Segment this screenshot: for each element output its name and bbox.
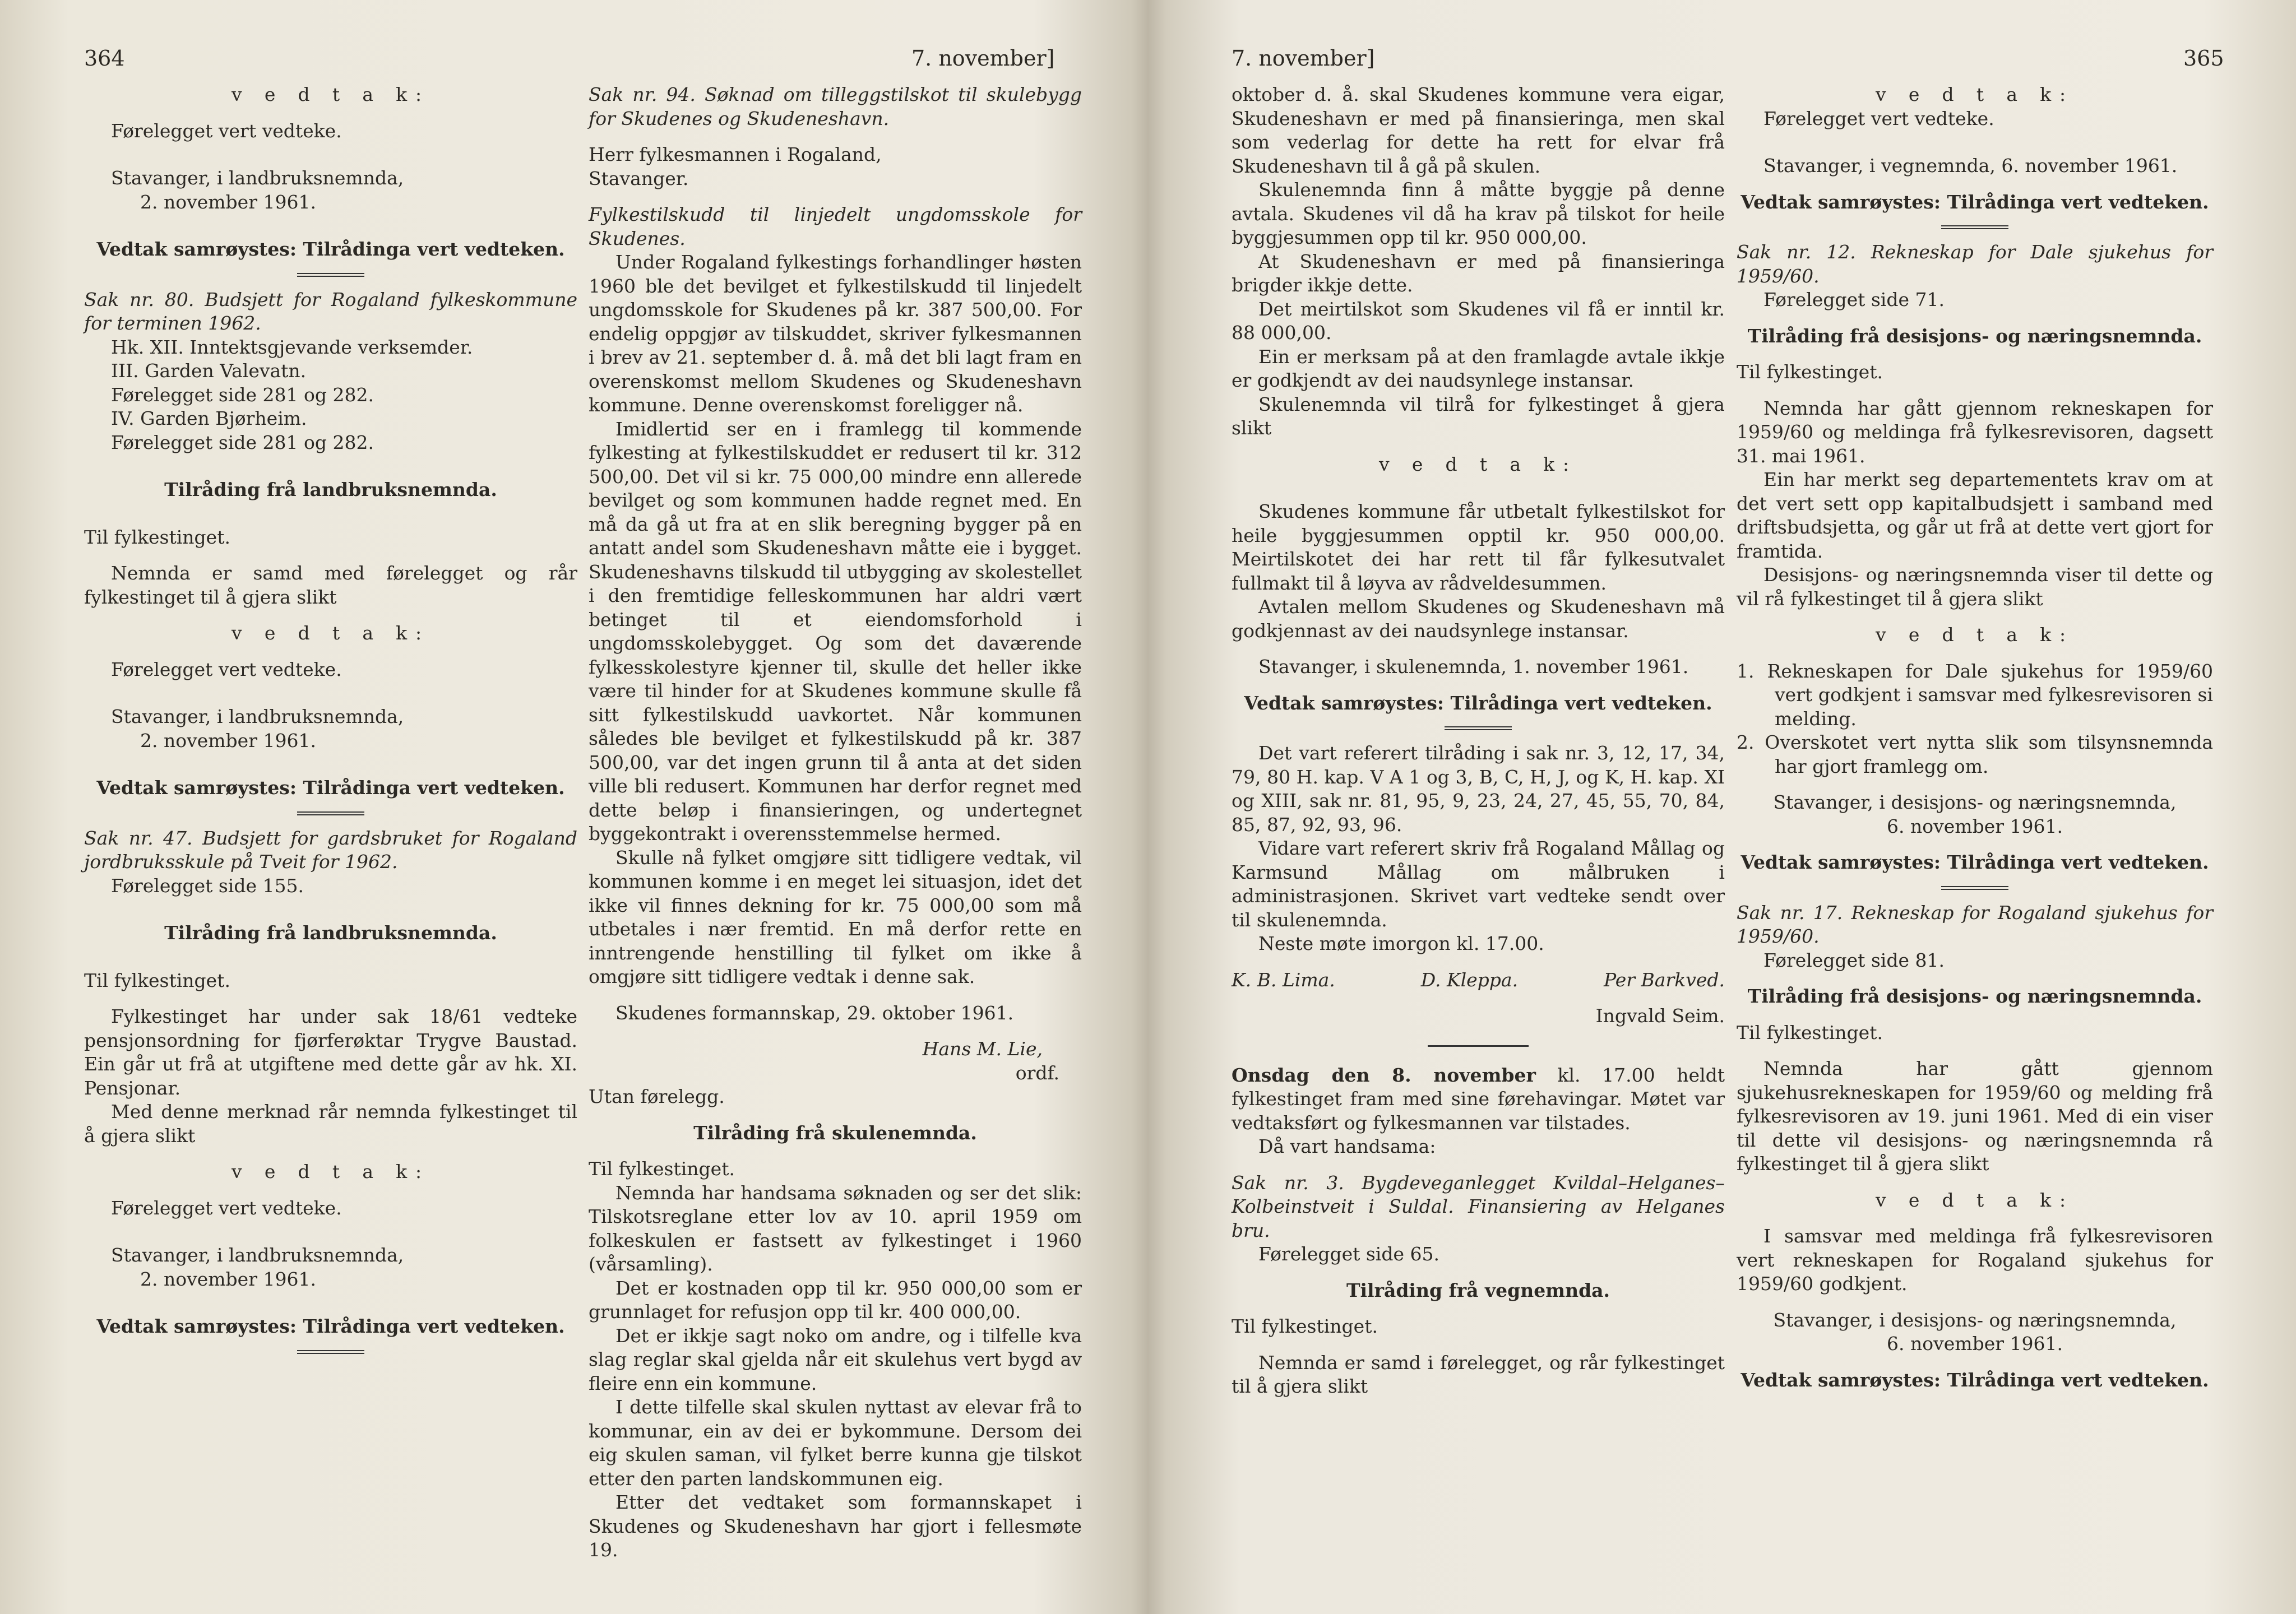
place-line: Stavanger, i skulenemnda, 1. november 1961.: [1258, 656, 1689, 678]
paragraph: Førelegget side 81.: [1763, 949, 1945, 971]
vedtak-heading: v e d t a k:: [1876, 624, 2074, 646]
addressee: Til fylkestinget.: [84, 526, 230, 548]
letter-address: Herr fylkesmannen i Rogaland,: [589, 143, 882, 165]
committee-heading: Tilråding frå desisjons- og næringsnemnda.: [1747, 324, 2202, 347]
paragraph: Skudenes kommune får utbetalt fylkestilskot for heile byggjesummen opptil kr. 950 000,00. Meirtilskotet dei har rett til får fylkesutvalet fullmakt til å løyva av rådveldesummen.: [1232, 500, 1725, 594]
place-line: Stavanger, i landbruksnemnda,: [111, 167, 404, 189]
paragraph: Ein har merkt seg departementets krav om at det vert sett opp kapitalbudsjett i samband med driftsbudsjetta, og går ut frå at dette vert gjort for framtida.: [1737, 469, 2213, 562]
paragraph: Nemnda er samd i førelegget, og rår fylkestinget til å gjera slikt: [1232, 1351, 1725, 1397]
case-title: Sak nr. 3. Bygdeveganlegget Kvildal–Helganes–Kolbeinstveit i Suldal. Finansiering av Helganes bru.: [1232, 1171, 1725, 1241]
vedtak-heading: v e d t a k:: [1379, 453, 1577, 475]
paragraph: Utan førelegg.: [589, 1086, 725, 1107]
paragraph: Etter det vedtaket som formannskapet i Skudenes og Skudeneshavn har gjort i fellesmøte 19.: [589, 1491, 1082, 1561]
paragraph: Skulenemnda finn å måtte byggje på denne avtala. Skudenes vil då ha krav på tilskot for heile byggjesummen opp til kr. 950 000,00.: [1232, 179, 1725, 248]
signature: Ingvald Seim.: [1595, 1005, 1725, 1027]
paragraph: Det er ikkje sagt noko om andre, og i tilfelle kva slag reglar skal gjelda når eit skulehus vert bygd av fleire enn ein kommune.: [589, 1324, 1082, 1394]
committee-heading: Tilråding frå desisjons- og næringsnemnda.: [1747, 985, 2202, 1007]
paragraph: Førelegget side 155.: [111, 874, 304, 897]
vedtak-result: Vedtak samrøystes: Tilrådinga vert vedteken.: [1244, 692, 1712, 714]
date-line: 6. november 1961.: [1887, 1333, 2063, 1355]
running-head-left: 7. november]: [911, 46, 1055, 71]
place-line: Stavanger, i landbruksnemnda,: [111, 1244, 404, 1266]
paragraph: Førelegget side 281 og 282.: [111, 383, 374, 406]
column-3: [1232, 83, 1725, 1399]
signature: Hans M. Lie,: [922, 1038, 1043, 1060]
paragraph: Fylkestinget har under sak 18/61 vedteke pensjonsordning for fjørferøktar Trygve Baustad. Ein går ut frå at utgiftene med dette går av hk. XI. Pensjonar.: [84, 1005, 577, 1099]
addressee: Til fylkestinget.: [1232, 1315, 1378, 1337]
letter-address: Stavanger.: [589, 167, 689, 189]
vedtak-result: Vedtak samrøystes: Tilrådinga vert vedteken.: [96, 1315, 565, 1337]
paragraph: Skulle nå fylket omgjøre sitt tidligere vedtak, vil kommunen komme i en meget lei situasjon, idet det ikke vil finnes dekning for kr. 75 000,00 som må utbetales i nær fremtid. En må derfor rette en inntrengende henstilling til fylket om ikke å omgjøre sitt tidligere vedtak i denne sak.: [589, 846, 1082, 987]
paragraph: Med denne merknad rår nemnda fylkestinget til å gjera slikt: [84, 1101, 577, 1147]
paragraph: Nemnda har gått gjennom sjukehusrekneskapen for 1959/60 og melding frå fylkesrevisoren av 19. juni 1961. Med di ein viser til dette vil desisjons- og næringsnemnda rå fylkestinget til å gjera slikt: [1737, 1058, 2213, 1175]
paragraph: Førelegget side 281 og 282.: [111, 431, 374, 453]
section-rule: [1445, 726, 1512, 730]
column-4: [1737, 83, 2213, 1392]
paragraph: Hk. XII. Inntektsgjevande verksemder.: [111, 336, 473, 358]
meeting-date: Onsdag den 8. november: [1232, 1064, 1536, 1086]
paragraph: Det er kostnaden opp til kr. 950 000,00 som er grunnlaget for refusjon opp til kr. 400 000,00.: [589, 1277, 1082, 1323]
vedtak-result: Vedtak samrøystes: Tilrådinga vert vedteken.: [1740, 851, 2209, 873]
paragraph: Skulenemnda vil tilrå for fylkestinget å gjera slikt: [1232, 393, 1725, 439]
committee-heading: Tilråding frå vegnemnda.: [1346, 1279, 1610, 1301]
date-line: 2. november 1961.: [140, 1268, 316, 1290]
vedtak-heading: v e d t a k:: [232, 84, 430, 105]
signature: D. Kleppa.: [1420, 968, 1519, 991]
paragraph: At Skudeneshavn er med på finansieringa brigder ikkje dette.: [1232, 250, 1725, 296]
addressee: Til fylkestinget.: [1737, 361, 1883, 383]
committee-heading: Tilråding frå landbruksnemnda.: [164, 922, 497, 944]
signature: Per Barkved.: [1604, 968, 1725, 991]
section-rule: [297, 811, 364, 815]
paragraph: Under Rogaland fylkestings forhandlinger høsten 1960 ble det bevilget et fylkestilskudd til linjedelt ungdomsskole for Skudenes på kr. 387 500,00. For endelig oppgjør av tilskuddet, skriver fylkesmannen i brev av 21. september d. å. må det bli lagt fram en overenskomst mellom Skudenes og Skudeneshavn kommune. Denne overenskomst foreligger nå.: [589, 251, 1082, 416]
case-title: Sak nr. 17. Rekneskap for Rogaland sjukehus for 1959/60.: [1737, 901, 2213, 947]
signature-title: ordf.: [1015, 1061, 1059, 1084]
paragraph: Førelegget vert vedteke.: [1763, 107, 1994, 129]
signatures: [1232, 968, 1725, 992]
case-title: Sak nr. 80. Budsjett for Rogaland fylkeskommune for terminen 1962.: [84, 288, 577, 334]
paragraph: Imidlertid ser en i framlegg til kommende fylkesting at fylkestilskuddet er redusert til kr. 312 500,00. Det vil si kr. 75 000,00 mindre enn allerede bevilget og som kommunen hadde regnet med. En må da gå ut fra at en slik beregning bygger på en antatt andel som Skudeneshavn måtte eie i bygget. Skudeneshavns tilskudd til utbygging av skolestellet i den fremtidige felleskommunen har aldri vært betinget til et eiendomsforhold i ungdomsskolebygget. Og som det daværende fylkesskolestyre kjenner til, skulle det heller ikke være til hinder for at Skudenes kommune skulle få sitt fylkestilskudd uavkortet. Når kommunen således ble bevilget et fylkestilskudd på kr. 387 500,00, var det ingen grunn til å anta at det siden ville bli redusert. Kommunen har derfor regnet med dette beløp i finansieringen, og undertegnet byggekontrakt i overensstemmelse hermed.: [589, 418, 1082, 845]
vedtak-result: Vedtak samrøystes: Tilrådinga vert vedteken.: [1740, 1369, 2209, 1391]
paragraph: IV. Garden Bjørheim.: [111, 407, 307, 429]
vedtak-result: Vedtak samrøystes: Tilrådinga vert vedteken.: [96, 238, 565, 260]
column-1: [84, 83, 577, 1365]
paragraph: Det vart referert tilråding i sak nr. 3, 12, 17, 34, 79, 80 H. kap. V A 1 og 3, B, C, H, J, og K, H. kap. XI og XIII, sak nr. 81, 95, 9, 23, 24, 27, 45, 55, 70, 84, 85, 87, 92, 93, 96.: [1232, 742, 1725, 836]
vedtak-heading: v e d t a k:: [232, 622, 430, 644]
page-number-left: 364: [84, 46, 125, 71]
date-line: 2. november 1961.: [140, 729, 316, 752]
committee-heading: Tilråding frå skulenemnda.: [693, 1121, 977, 1144]
date-line: 6. november 1961.: [1887, 815, 2063, 837]
paragraph: Førelegget vert vedteke.: [111, 1196, 342, 1219]
paragraph: I samsvar med meldinga frå fylkesrevisoren vert rekneskapen for Rogaland sjukehus for 1959/60 godkjent.: [1737, 1225, 2213, 1295]
vedtak-heading: v e d t a k:: [1876, 1189, 2074, 1211]
paragraph: Ein er merksam på at den framlagde avtale ikkje er godkjendt av dei naudsynlege instansar.: [1232, 345, 1725, 391]
section-rule: [297, 1350, 364, 1354]
case-title: Sak nr. 47. Budsjett for gardsbruket for Rogaland jordbruksskule på Tveit for 1962.: [84, 827, 577, 873]
paragraph: Nemnda har handsama søknaden og ser det slik: Tilskotsreglane etter lov av 10. april 1959 om folkeskulen er fastsett av fylkestinget i 1960 (vårsamling).: [589, 1181, 1082, 1275]
vedtak-result: Vedtak samrøystes: Tilrådinga vert vedteken.: [1740, 191, 2209, 213]
place-line: Stavanger, i landbruksnemnda,: [111, 706, 404, 727]
vedtak-result: Vedtak samrøystes: Tilrådinga vert vedteken.: [96, 777, 565, 799]
paragraph: Nemnda er samd med førelegget og rår fylkestinget til å gjera slikt: [84, 562, 577, 608]
paragraph: Avtalen mellom Skudenes og Skudeneshavn må godkjennast av dei naudsynlege instansar.: [1232, 596, 1725, 642]
case-title: Sak nr. 94. Søknad om tilleggstilskot til skulebygg for Skudenes og Skudeneshavn.: [589, 84, 1082, 129]
section-rule: [1941, 886, 2008, 890]
paragraph: Då vart handsama:: [1258, 1135, 1436, 1157]
paragraph: Neste møte imorgon kl. 17.00.: [1258, 933, 1544, 954]
column-2: [589, 83, 1082, 1562]
place-line: Stavanger, i desisjons- og næringsnemnda,: [1773, 791, 2177, 813]
paragraph: Førelegget side 65.: [1258, 1243, 1439, 1265]
addressee: Til fylkestinget.: [589, 1158, 735, 1180]
paragraph: Nemnda har gått gjennom rekneskapen for 1959/60 og meldinga frå fylkesrevisoren, dagsett 31. mai 1961.: [1737, 397, 2213, 467]
paragraph: Førelegget vert vedteke.: [111, 658, 342, 680]
addressee: Til fylkestinget.: [84, 969, 230, 991]
section-rule: [1428, 1045, 1529, 1047]
paragraph: Det meirtilskot som Skudenes vil få er inntil kr. 88 000,00.: [1232, 298, 1725, 344]
list-item: 1. Rekneskapen for Dale sjukehus for 1959/60 vert godkjent i samsvar med fylkesrevisoren si melding.: [1737, 660, 2213, 730]
paragraph: Førelegget vert vedteke.: [111, 119, 342, 142]
vedtak-heading: v e d t a k:: [232, 1161, 430, 1182]
paragraph: III. Garden Valevatn.: [111, 360, 307, 382]
paragraph: I dette tilfelle skal skulen nyttast av elevar frå to kommunar, ein av dei er bykommune. Dersom dei eig skulen saman, vil fylket berre kunna gje tilskot etter den parten landskommunen eig.: [589, 1396, 1082, 1490]
paragraph: Førelegget side 71.: [1763, 289, 1945, 310]
committee-heading: Tilråding frå landbruksnemnda.: [164, 479, 497, 500]
case-title: Sak nr. 12. Rekneskap for Dale sjukehus for 1959/60.: [1737, 241, 2213, 287]
addressee: Til fylkestinget.: [1737, 1021, 1883, 1043]
section-rule: [297, 273, 364, 277]
meeting-text: kl. 17.00 heldt fylkestinget fram med sine førehavingar. Møtet var vedtaksført og fylkesmannen var tilstades.: [1232, 1064, 1725, 1134]
paragraph: Desisjons- og næringsnemnda viser til dette og vil rå fylkestinget til å gjera slikt: [1737, 564, 2213, 610]
place-line: Skudenes formannskap, 29. oktober 1961.: [615, 1001, 1014, 1024]
paragraph: Vidare vart referert skriv frå Rogaland Mållag og Karmsund Mållag om målbruken i administrasjonen. Skrivet vart vedteke sendt over til skulenemnda.: [1232, 837, 1725, 931]
signature: K. B. Lima.: [1232, 968, 1335, 991]
list-item: 2. Overskotet vert nytta slik som tilsynsnemnda har gjort framlegg om.: [1737, 731, 2213, 777]
place-line: Stavanger, i vegnemnda, 6. november 1961.: [1763, 155, 2178, 177]
page-number-right: 365: [2183, 46, 2224, 71]
place-line: Stavanger, i desisjons- og næringsnemnda,: [1773, 1309, 2177, 1331]
running-head-right: 7. november]: [1232, 46, 1375, 71]
section-rule: [1941, 225, 2008, 229]
letter-subject: Fylkestilskudd til linjedelt ungdomsskole for Skudenes.: [589, 203, 1082, 249]
vedtak-heading: v e d t a k:: [1876, 84, 2074, 105]
meeting-intro: [1232, 1064, 1725, 1135]
paragraph: oktober d. å. skal Skudenes kommune vera eigar, Skudeneshavn er med på finansieringa, men skal som vederlag for dette ha rett for elvar frå Skudeneshavn til å gå på skulen.: [1232, 84, 1725, 177]
date-line: 2. november 1961.: [140, 191, 316, 213]
